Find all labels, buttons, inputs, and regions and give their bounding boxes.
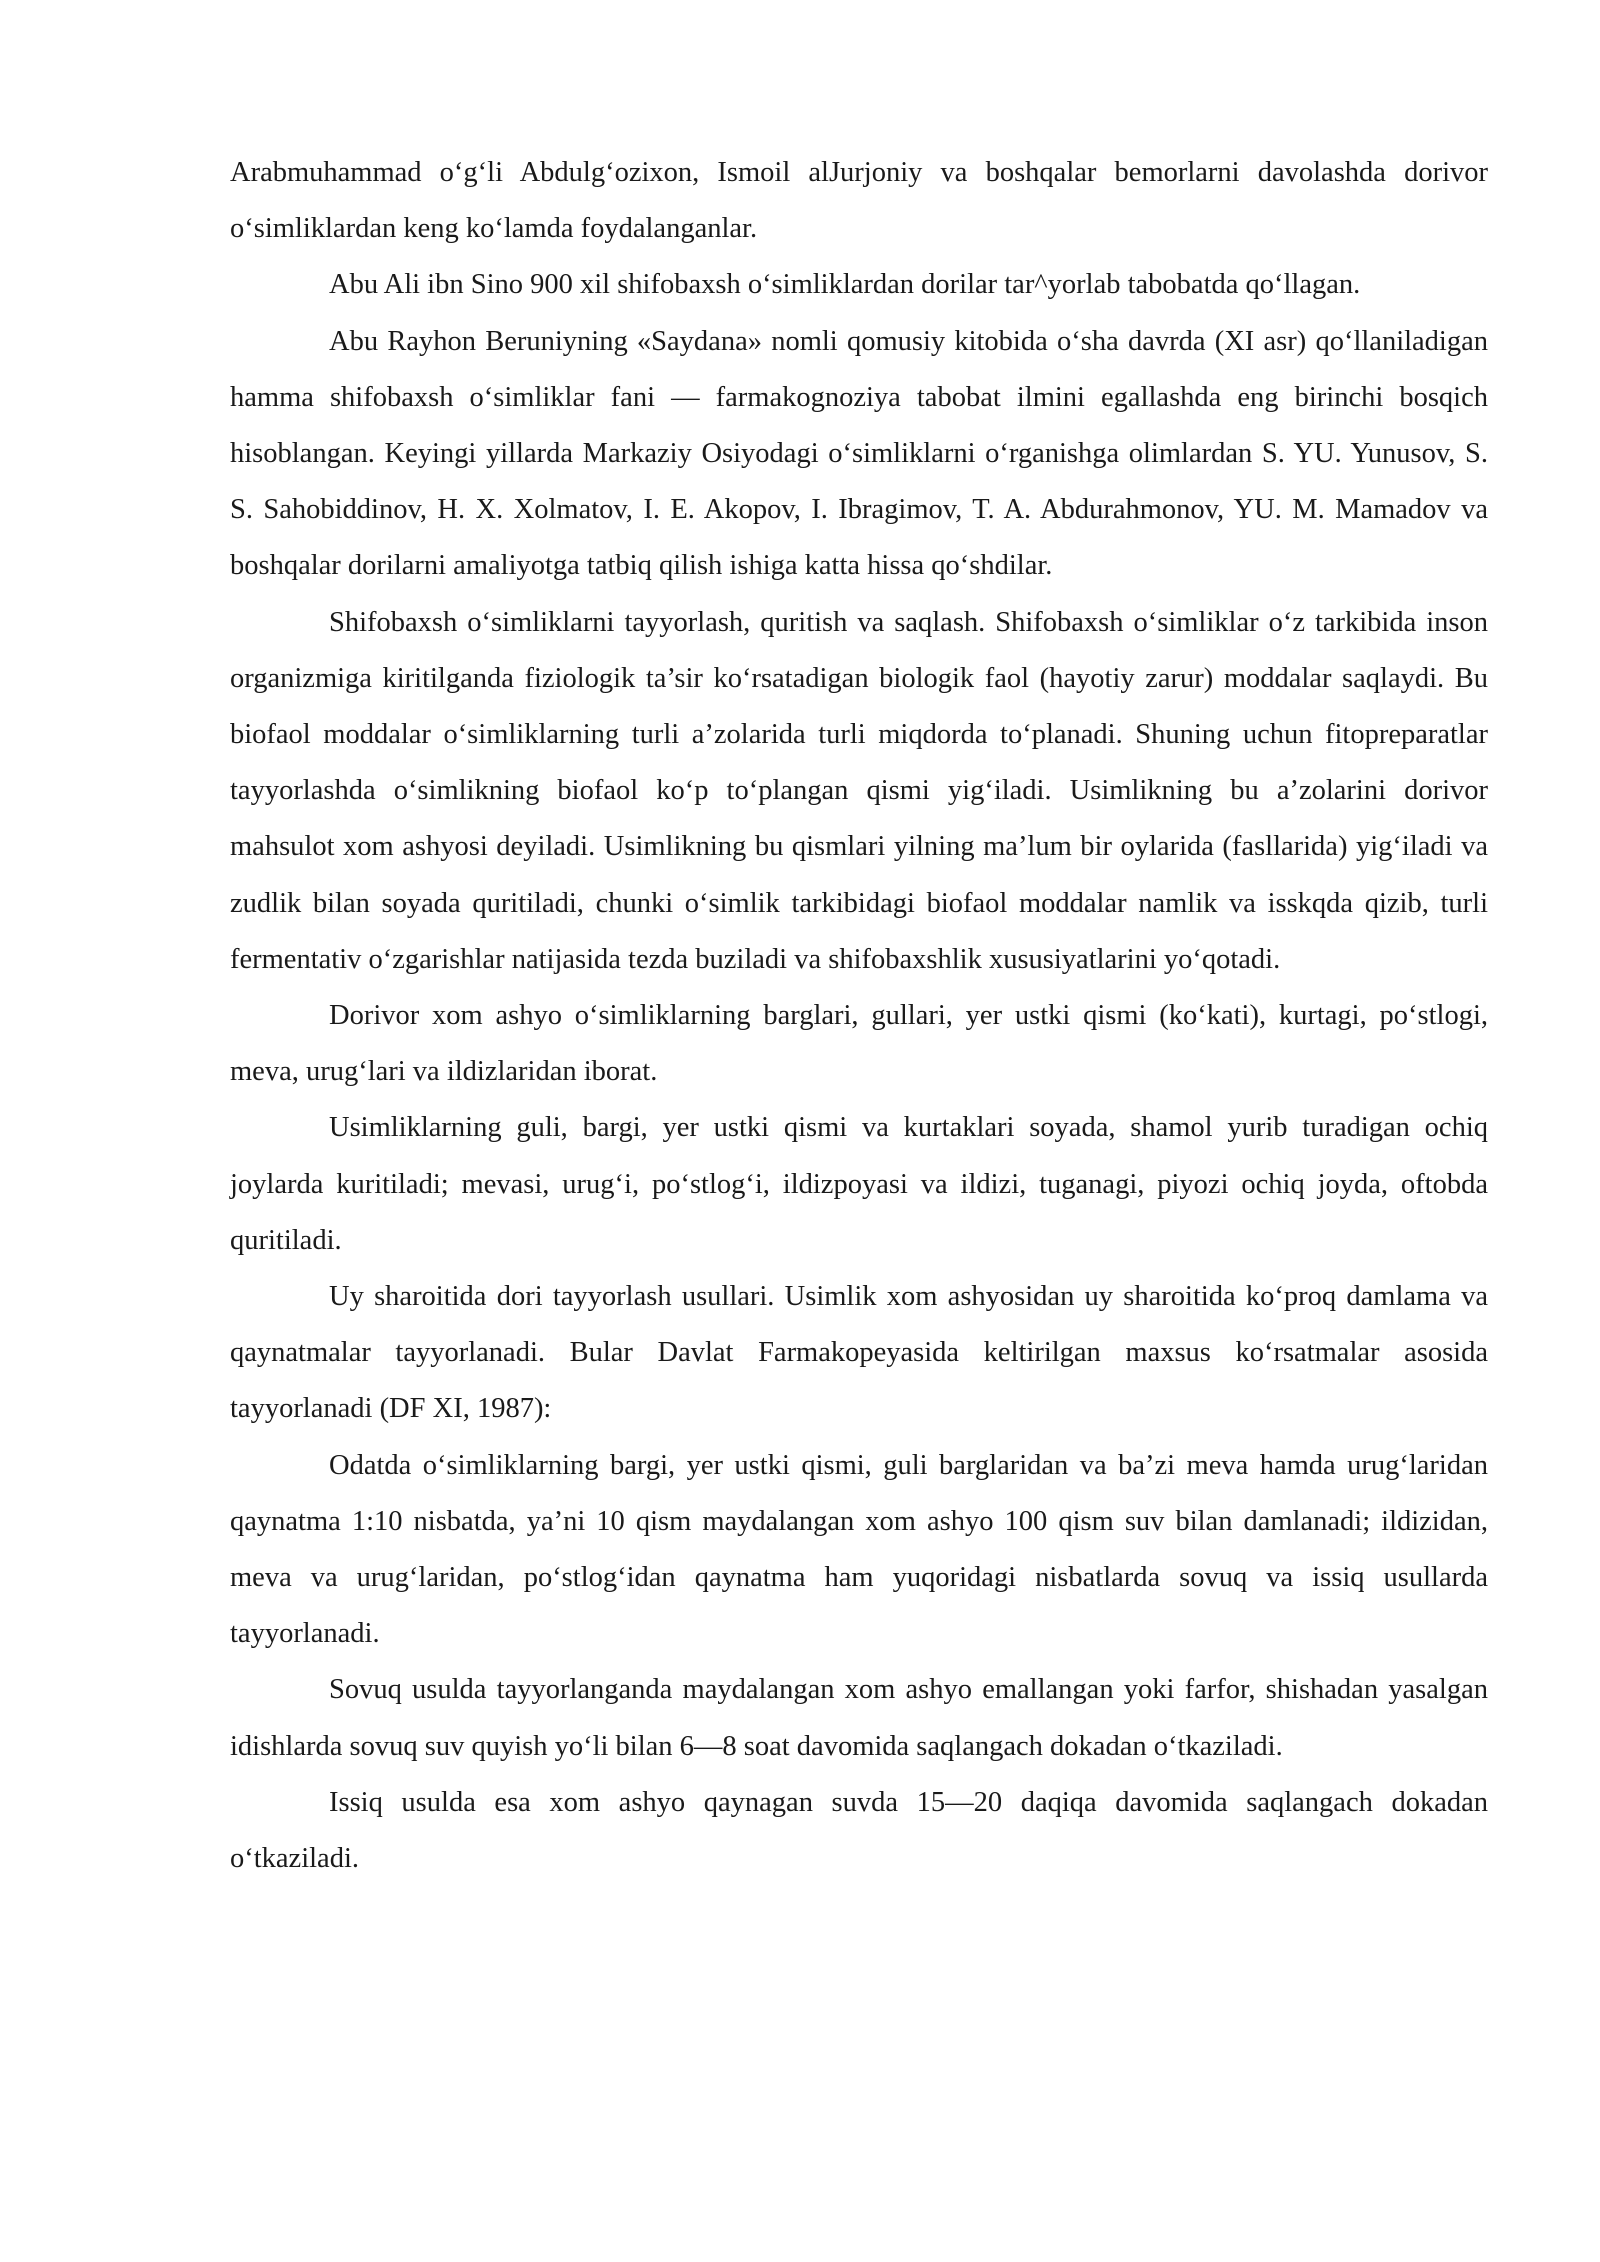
paragraph-4: Shifobaxsh o‘simliklarni tayyorlash, quritish va saqlash. Shifobaxsh o‘simliklar o‘z tarkibida inson organizmiga kiritilganda fiziologik ta’sir ko‘rsatadigan biologik faol (hayotiy zarur) moddalar saqlaydi. Bu biofaol moddalar o‘simliklarning turli a’zolarida turli miqdorda to‘planadi. Shuning uchun fitopreparatlar tayyorlashda o‘simlikning biofaol ko‘p to‘plangan qismi yig‘iladi. Usimlikning bu a’zolarini dorivor mahsulot xom ashyosi deyiladi. Usimlikning bu qismlari yilning ma’lum bir oylarida (fasllarida) yig‘iladi va zudlik bilan soyada quritiladi, chunki o‘simlik tarkibidagi biofaol moddalar namlik va isskqda qizib, turli fermentativ o‘zgarishlar natijasida tezda buziladi va shifobaxshlik xususiyatlarini yo‘qotadi. <box>230 606 1488 975</box>
paragraph-5: Dorivor xom ashyo o‘simliklarning barglari, gullari, yer ustki qismi (ko‘kati), kurtagi, po‘stlogi, meva, urug‘lari va ildizlaridan iborat. <box>230 1000 1488 1088</box>
paragraph-10: Issiq usulda esa xom ashyo qaynagan suvda 15—20 daqiqa davomida saqlangach dokadan o‘tkaziladi. <box>230 1786 1488 1875</box>
paragraph-2: Abu Ali ibn Sino 900 xil shifobaxsh o‘simliklardan dorilar tar^yorlab tabobatda qo‘llagan. <box>329 269 1361 301</box>
body-text <box>230 145 1488 1887</box>
paragraph-3: Abu Rayhon Beruniyning «Saydana» nomli qomusiy kitobida o‘sha davrda (XI asr) qo‘llaniladigan hamma shifobaxsh o‘simliklar fani — farmakognoziya tabobat ilmini egallashda eng birinchi bosqich hisoblangan. Keyingi yillarda Markaziy Osiyodagi o‘simliklarni o‘rganishga olimlardan S. YU. Yunusov, S. S. Sahobiddinov, H. X. Xolmatov, I. E. Akopov, I. Ibragimov, T. A. Abdurahmonov, YU. M. Mamadov va boshqalar dorilarni amaliyotga tatbiq qilish ishiga katta hissa qo‘shdilar. <box>230 325 1488 582</box>
paragraph-6: Usimliklarning guli, bargi, yer ustki qismi va kurtaklari soyada, shamol yurib turadigan ochiq joylarda kuritiladi; mevasi, urug‘i, po‘stlog‘i, ildizpoyasi va ildizi, tuganagi, piyozi ochiq joyda, oftobda quritiladi. <box>230 1112 1488 1256</box>
paragraph-9: Sovuq usulda tayyorlanganda maydalangan xom ashyo emallangan yoki farfor, shishadan yasalgan idishlarda sovuq suv quyish yo‘li bilan 6—8 soat davomida saqlangach dokadan o‘tkaziladi. <box>230 1674 1488 1762</box>
paragraph-1: Arabmuhammad o‘g‘li Abdulg‘ozixon, Ismoil alJurjoniy va boshqalar bemorlarni davolashda dorivor o‘simliklardan keng ko‘lamda foydalanganlar. <box>230 157 1488 245</box>
paragraph-8: Odatda o‘simliklarning bargi, yer ustki qismi, guli barglaridan va ba’zi meva hamda urug‘laridan qaynatma 1:10 nisbatda, ya’ni 10 qism maydalangan xom ashyo 100 qism suv bilan damlanadi; ildizidan, meva va urug‘laridan, po‘stlog‘idan qaynatma ham yuqoridagi nisbatlarda sovuq va issiq usullarda tayyorlanadi. <box>230 1449 1488 1650</box>
paragraph-7: Uy sharoitida dori tayyorlash usullari. Usimlik xom ashyosidan uy sharoitida ko‘proq damlama va qaynatmalar tayyorlanadi. Bular Davlat Farmakopeyasida keltirilgan maxsus ko‘rsatmalar asosida tayyorlanadi (DF XI, 1987): <box>230 1281 1488 1425</box>
